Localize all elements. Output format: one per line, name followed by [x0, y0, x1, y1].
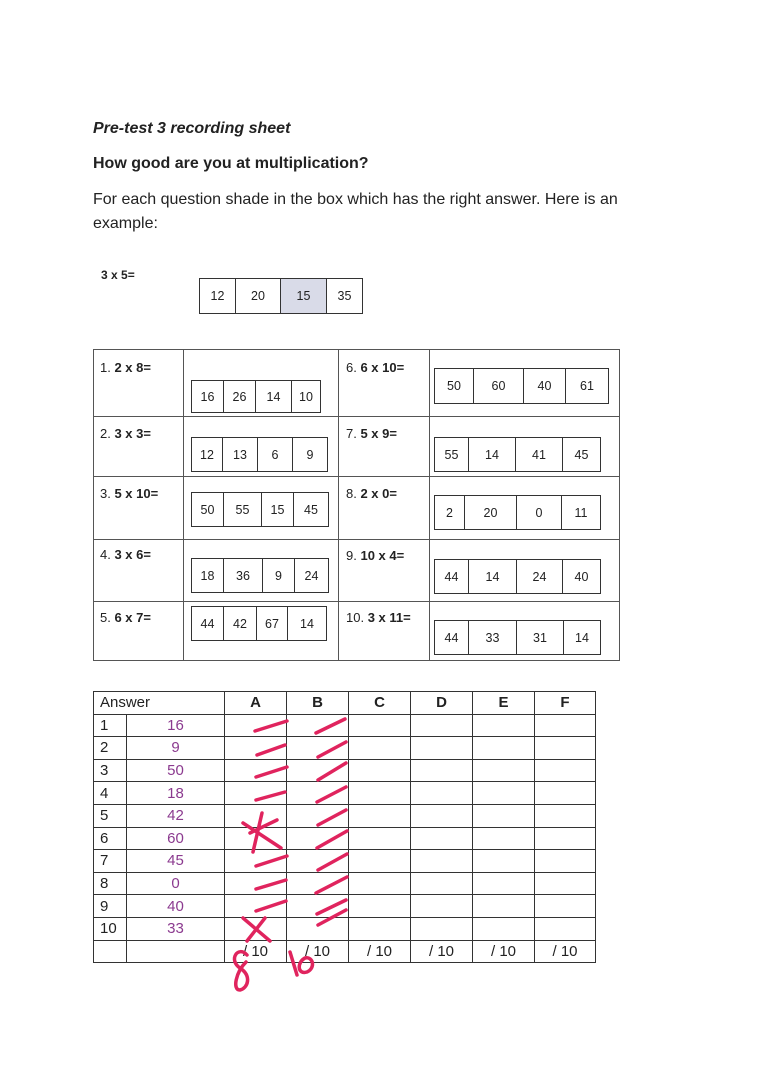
grid-divider: [338, 350, 339, 660]
answer-options: [191, 606, 327, 641]
recording-table: [93, 691, 596, 963]
table-row: [94, 759, 596, 782]
answer-option[interactable]: 26: [224, 381, 256, 412]
answer-option[interactable]: 45: [574, 447, 589, 462]
mark-cell[interactable]: [473, 827, 535, 850]
column-header: A: [225, 692, 287, 715]
row-number: 6: [94, 827, 127, 850]
mark-cell[interactable]: [287, 804, 349, 827]
mark-cell[interactable]: [225, 827, 287, 850]
answer-option[interactable]: 10: [299, 389, 313, 404]
mark-cell[interactable]: [349, 827, 411, 850]
table-row: [94, 737, 596, 760]
mark-cell[interactable]: [473, 782, 535, 805]
table-header-row: [94, 692, 596, 715]
answer-option[interactable]: 12: [192, 438, 223, 471]
mark-cell[interactable]: [411, 782, 473, 805]
mark-cell[interactable]: [225, 872, 287, 895]
mark-cell[interactable]: [287, 782, 349, 805]
answer-option[interactable]: 14: [300, 616, 314, 631]
mark-cell[interactable]: [287, 872, 349, 895]
grid-divider: [183, 350, 184, 660]
answer-option[interactable]: 0: [517, 496, 562, 529]
answer-option[interactable]: 33: [469, 621, 517, 654]
correct-answer: 40: [127, 895, 225, 918]
mark-cell[interactable]: [411, 850, 473, 873]
correct-answer: 18: [127, 782, 225, 805]
question-label: 9. 10 x 4=: [346, 548, 405, 563]
answer-option[interactable]: 14: [469, 438, 516, 471]
table-row: [94, 872, 596, 895]
answer-options: [434, 620, 601, 655]
answer-options: [434, 368, 609, 404]
score-cell: / 10: [349, 940, 411, 963]
mark-cell[interactable]: [225, 804, 287, 827]
question-label: 5. 6 x 7=: [100, 610, 151, 625]
question-label: 2. 3 x 3=: [100, 426, 151, 441]
mark-cell[interactable]: [473, 850, 535, 873]
correct-answer: 42: [127, 804, 225, 827]
mark-cell[interactable]: [411, 804, 473, 827]
answer-option[interactable]: 18: [192, 559, 224, 592]
mark-cell[interactable]: [411, 917, 473, 940]
row-number: 5: [94, 804, 127, 827]
mark-cell[interactable]: [349, 804, 411, 827]
answer-option[interactable]: 14: [256, 381, 292, 412]
mark-cell[interactable]: [225, 782, 287, 805]
answer-option[interactable]: 15: [262, 493, 294, 526]
mark-cell[interactable]: [349, 759, 411, 782]
answer-option[interactable]: 50: [435, 369, 474, 403]
answer-option[interactable]: 55: [224, 493, 262, 526]
answer-option[interactable]: 9: [306, 447, 314, 462]
answer-options: [191, 558, 329, 593]
answer-options: [434, 495, 601, 530]
mark-cell[interactable]: [535, 737, 596, 760]
answer-option[interactable]: 50: [192, 493, 224, 526]
correct-answer: 50: [127, 759, 225, 782]
mark-cell[interactable]: [535, 850, 596, 873]
row-number: 9: [94, 895, 127, 918]
mark-cell[interactable]: [535, 714, 596, 737]
grid-divider: [94, 601, 619, 602]
score-cell: / 10: [473, 940, 535, 963]
table-row: [94, 782, 596, 805]
column-header: C: [349, 692, 411, 715]
mark-cell[interactable]: [225, 737, 287, 760]
score-cell: / 10: [225, 940, 287, 963]
answer-option[interactable]: 24: [304, 568, 319, 583]
example-option[interactable]: 12: [200, 279, 236, 313]
mark-cell[interactable]: [535, 872, 596, 895]
mark-cell[interactable]: [287, 759, 349, 782]
empty-cell: [94, 940, 127, 963]
row-number: 3: [94, 759, 127, 782]
mark-cell[interactable]: [473, 895, 535, 918]
instructions: For each question shade in the box which has the right answer. Here is an example:: [93, 191, 618, 232]
table-row: [94, 714, 596, 737]
mark-cell[interactable]: [411, 737, 473, 760]
mark-cell[interactable]: [349, 737, 411, 760]
mark-cell[interactable]: [473, 759, 535, 782]
mark-cell[interactable]: [287, 850, 349, 873]
mark-cell[interactable]: [225, 895, 287, 918]
answer-option[interactable]: 36: [224, 559, 263, 592]
correct-answer: 60: [127, 827, 225, 850]
mark-cell[interactable]: [287, 714, 349, 737]
correct-answer: 0: [127, 872, 225, 895]
row-number: 4: [94, 782, 127, 805]
question-label: 3. 5 x 10=: [100, 486, 159, 501]
mark-cell[interactable]: [287, 917, 349, 940]
answer-option[interactable]: 24: [517, 560, 563, 593]
sheet-title: Pre-test 3 recording sheet: [93, 120, 291, 137]
row-number: 2: [94, 737, 127, 760]
mark-cell[interactable]: [535, 804, 596, 827]
answer-option[interactable]: 44: [435, 621, 469, 654]
answer-option[interactable]: 44: [192, 607, 224, 640]
mark-cell[interactable]: [473, 714, 535, 737]
grid-divider: [94, 416, 619, 417]
question-label: 8. 2 x 0=: [346, 486, 397, 501]
answer-option[interactable]: 67: [257, 607, 288, 640]
table-row: [94, 804, 596, 827]
column-header: F: [535, 692, 596, 715]
score-cell: / 10: [287, 940, 349, 963]
answer-option[interactable]: 44: [435, 560, 469, 593]
grid-divider: [429, 350, 430, 660]
example-option[interactable]: 20: [236, 279, 281, 313]
table-row: [94, 850, 596, 873]
table-row: [94, 827, 596, 850]
mark-cell[interactable]: [411, 827, 473, 850]
answer-header: Answer: [94, 692, 225, 715]
answer-option[interactable]: 31: [517, 621, 564, 654]
example-option[interactable]: 35: [337, 289, 352, 303]
correct-answer: 33: [127, 917, 225, 940]
answer-option[interactable]: 40: [524, 369, 566, 403]
answer-option[interactable]: 45: [304, 502, 318, 517]
row-number: 7: [94, 850, 127, 873]
row-number: 8: [94, 872, 127, 895]
question-label: 4. 3 x 6=: [100, 547, 151, 562]
score-cell: / 10: [535, 940, 596, 963]
answer-option[interactable]: 40: [574, 569, 589, 584]
column-header: E: [473, 692, 535, 715]
answer-options: [191, 380, 321, 413]
mark-cell[interactable]: [535, 827, 596, 850]
column-header: D: [411, 692, 473, 715]
answer-option[interactable]: 9: [263, 559, 295, 592]
mark-cell[interactable]: [535, 759, 596, 782]
answer-options: [191, 492, 329, 527]
question-label: 1. 2 x 8=: [100, 360, 151, 375]
column-header: B: [287, 692, 349, 715]
answer-option[interactable]: 41: [516, 438, 563, 471]
mark-cell[interactable]: [535, 895, 596, 918]
mark-cell[interactable]: [349, 850, 411, 873]
mark-cell[interactable]: [287, 895, 349, 918]
mark-cell[interactable]: [287, 737, 349, 760]
mark-cell[interactable]: [225, 917, 287, 940]
table-row: [94, 917, 596, 940]
mark-cell[interactable]: [473, 737, 535, 760]
example-question: 3 x 5=: [101, 268, 135, 282]
answer-option[interactable]: 14: [575, 630, 589, 645]
question-label: 7. 5 x 9=: [346, 426, 397, 441]
answer-option[interactable]: 14: [469, 560, 517, 593]
mark-cell[interactable]: [225, 850, 287, 873]
answer-option[interactable]: 6: [258, 438, 293, 471]
answer-options: [434, 559, 601, 594]
row-number: 1: [94, 714, 127, 737]
answer-option[interactable]: 42: [224, 607, 257, 640]
score-cell: / 10: [411, 940, 473, 963]
mark-cell[interactable]: [225, 714, 287, 737]
table-row: [94, 895, 596, 918]
answer-options: [191, 437, 328, 472]
example-options: [199, 278, 363, 314]
correct-answer: 16: [127, 714, 225, 737]
mark-cell[interactable]: [349, 714, 411, 737]
answer-option[interactable]: 13: [223, 438, 258, 471]
grid-divider: [94, 539, 619, 540]
mark-cell[interactable]: [349, 917, 411, 940]
answer-option[interactable]: 20: [465, 496, 517, 529]
answer-option[interactable]: 55: [435, 438, 469, 471]
mark-cell[interactable]: [473, 917, 535, 940]
answer-option[interactable]: 11: [574, 505, 588, 520]
mark-cell[interactable]: [349, 872, 411, 895]
grid-divider: [94, 476, 619, 477]
example-option-shaded[interactable]: 15: [281, 279, 327, 313]
mark-cell[interactable]: [287, 827, 349, 850]
mark-cell[interactable]: [411, 895, 473, 918]
mark-cell[interactable]: [535, 917, 596, 940]
mark-cell[interactable]: [225, 759, 287, 782]
correct-answer: 45: [127, 850, 225, 873]
mark-cell[interactable]: [411, 714, 473, 737]
score-row: [94, 940, 596, 963]
answer-option[interactable]: 61: [580, 379, 594, 393]
answer-options: [434, 437, 601, 472]
correct-answer: 9: [127, 737, 225, 760]
mark-cell[interactable]: [473, 872, 535, 895]
mark-cell[interactable]: [473, 804, 535, 827]
row-number: 10: [94, 917, 127, 940]
mark-cell[interactable]: [349, 782, 411, 805]
question-label: 6. 6 x 10=: [346, 360, 405, 375]
mark-cell[interactable]: [349, 895, 411, 918]
empty-cell: [127, 940, 225, 963]
mark-cell[interactable]: [411, 759, 473, 782]
mark-cell[interactable]: [535, 782, 596, 805]
answer-option[interactable]: 2: [435, 496, 465, 529]
answer-option[interactable]: 16: [192, 381, 224, 412]
question-label: 10. 3 x 11=: [346, 610, 411, 625]
answer-option[interactable]: 60: [474, 369, 524, 403]
sheet-heading: How good are you at multiplication?: [93, 155, 369, 172]
mark-cell[interactable]: [411, 872, 473, 895]
